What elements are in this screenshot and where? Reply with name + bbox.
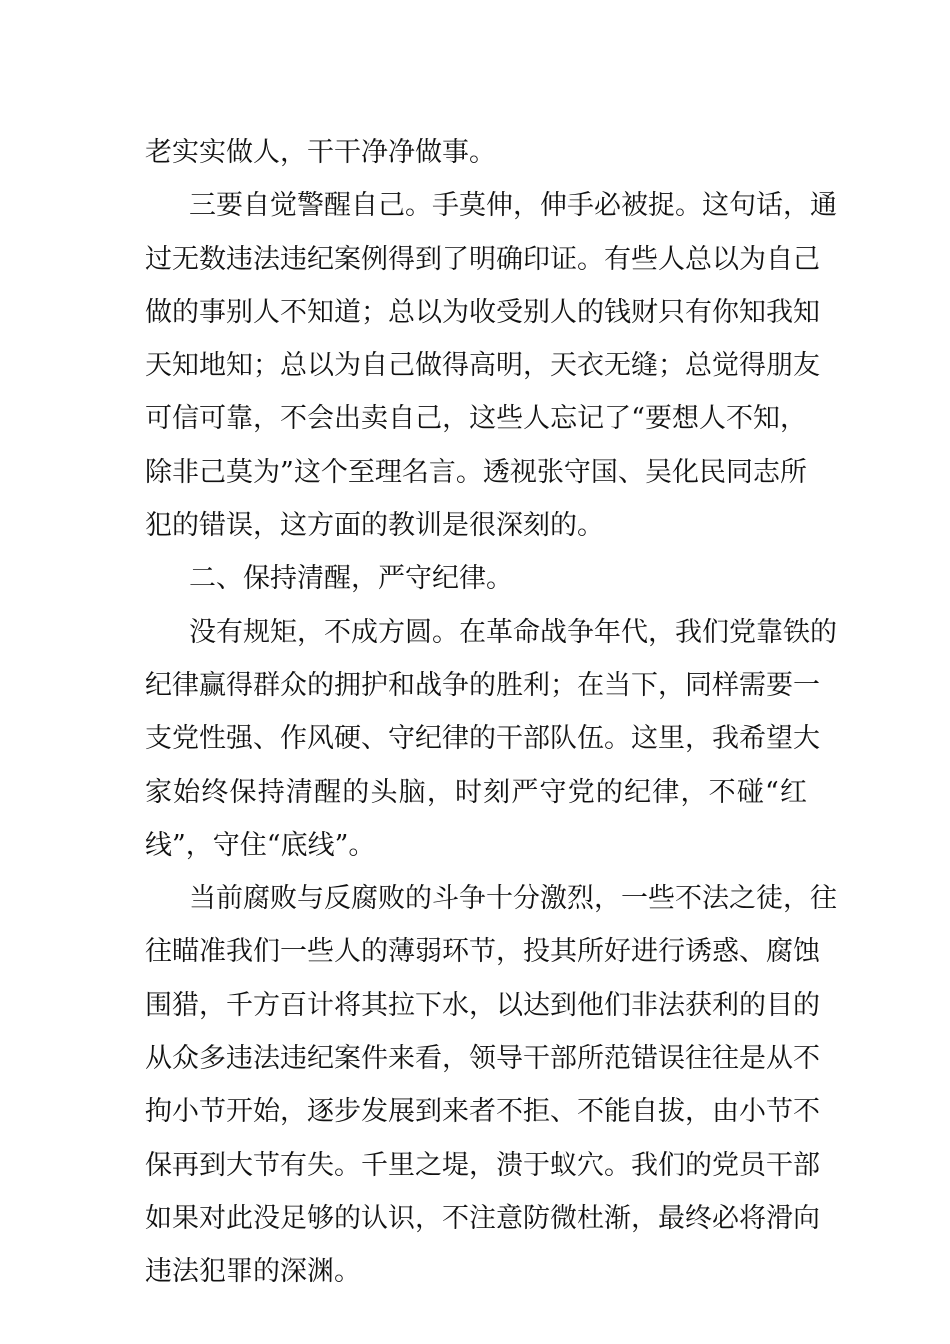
text-line: 家始终保持清醒的头脑，时刻严守党的纪律，不碰“红 xyxy=(145,776,807,808)
text-line: 纪律赢得群众的拥护和战争的胜利；在当下，同样需要一 xyxy=(145,669,820,701)
text-line: 往瞄准我们一些人的薄弱环节，投其所好进行诱惑、腐蚀 xyxy=(145,936,820,968)
text-line: 犯的错误，这方面的教训是很深刻的。 xyxy=(145,510,604,542)
text-line: 线”，守住“底线”。 xyxy=(145,829,376,861)
text-line: 做的事别人不知道；总以为收受别人的钱财只有你知我知 xyxy=(145,296,820,328)
text-line: 过无数违法违纪案例得到了明确印证。有些人总以为自己 xyxy=(145,243,820,275)
text-line: 支党性强、作风硬、守纪律的干部队伍。这里，我希望大 xyxy=(145,723,820,755)
text-line: 除非己莫为”这个至理名言。透视张守国、吴化民同志所 xyxy=(145,456,807,488)
text-line: 违法犯罪的深渊。 xyxy=(145,1256,361,1288)
text-line: 保再到大节有失。千里之堤，溃于蚁穴。我们的党员干部 xyxy=(145,1149,820,1181)
text-line: 三要自觉警醒自己。手莫伸，伸手必被捉。这句话，通 xyxy=(189,190,837,222)
text-line: 拘小节开始，逐步发展到来者不拒、不能自拔，由小节不 xyxy=(145,1096,820,1128)
text-line: 如果对此没足够的认识，不注意防微杜渐，最终必将滑向 xyxy=(145,1202,820,1234)
text-line: 老实实做人，干干净净做事。 xyxy=(145,137,496,168)
text-line: 可信可靠，不会出卖自己，这些人忘记了“要想人不知， xyxy=(145,403,807,435)
text-line: 围猎，千方百计将其拉下水，以达到他们非法获利的目的 xyxy=(145,989,820,1021)
section-heading: 二、保持清醒，严守纪律。 xyxy=(189,563,513,595)
text-line: 没有规矩，不成方圆。在革命战争年代，我们党靠铁的 xyxy=(189,616,837,648)
text-line: 从众多违法违纪案件来看，领导干部所范错误往往是从不 xyxy=(145,1043,820,1075)
document-body xyxy=(145,126,837,1299)
text-line: 天知地知；总以为自己做得高明，天衣无缝；总觉得朋友 xyxy=(145,350,820,382)
text-line: 当前腐败与反腐败的斗争十分激烈，一些不法之徒，往 xyxy=(189,883,837,915)
